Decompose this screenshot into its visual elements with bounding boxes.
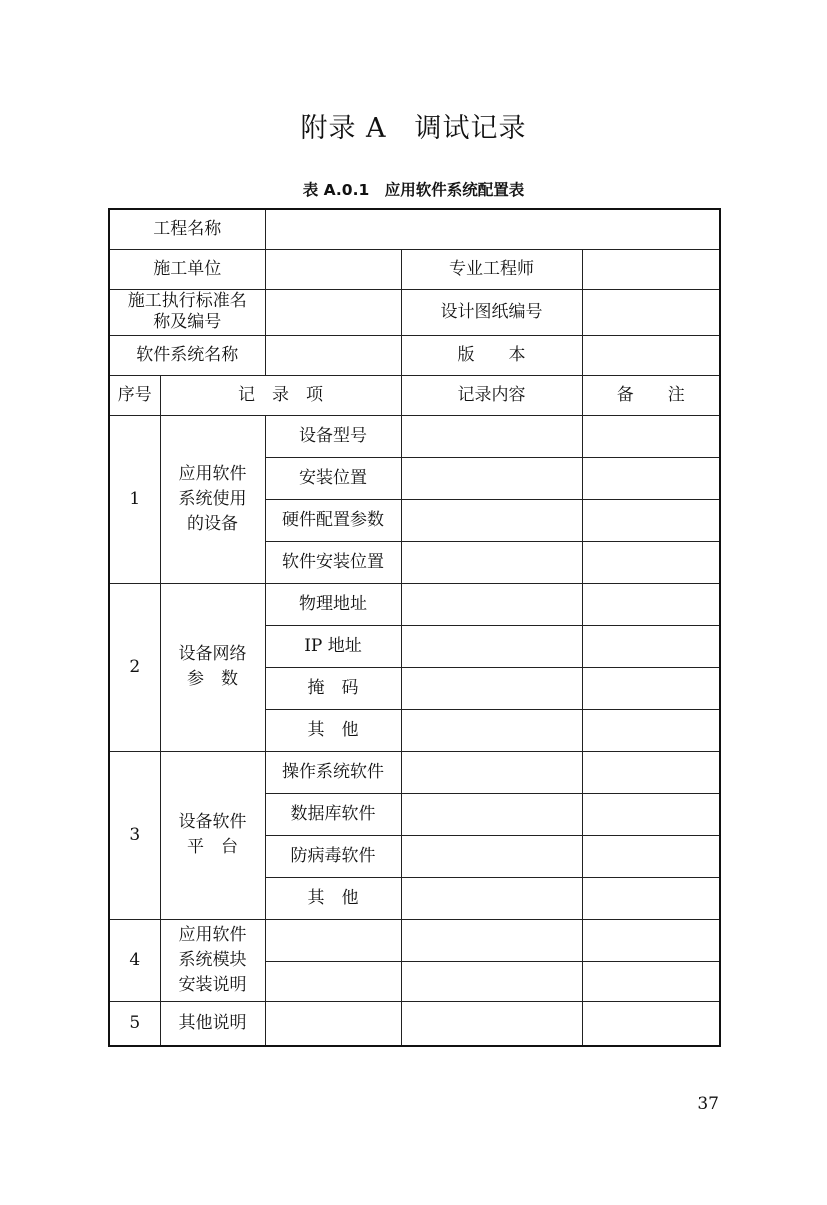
group-4-no: 4 (109, 919, 160, 1001)
construction-unit-value[interactable] (265, 249, 401, 289)
group-4-row (109, 919, 720, 961)
record-item (265, 961, 401, 1001)
record-content-cell[interactable] (401, 793, 582, 835)
drawing-no-label: 设计图纸编号 (401, 289, 582, 335)
project-name-value[interactable] (265, 209, 720, 249)
record-content-cell[interactable] (401, 877, 582, 919)
remarks-cell[interactable] (582, 541, 720, 583)
construction-unit-label: 施工单位 (109, 249, 265, 289)
remarks-cell[interactable] (582, 919, 720, 961)
record-content-cell[interactable] (401, 709, 582, 751)
group-3-no: 3 (109, 751, 160, 919)
record-content-cell[interactable] (401, 541, 582, 583)
item-header: 记 录 项 (160, 375, 401, 415)
specialist-engineer-label: 专业工程师 (401, 249, 582, 289)
group-5-row (109, 1001, 720, 1046)
content-header: 记录内容 (401, 375, 582, 415)
record-content-cell[interactable] (401, 919, 582, 961)
record-item: 其 他 (265, 709, 401, 751)
remarks-cell[interactable] (582, 583, 720, 625)
remarks-cell[interactable] (582, 1001, 720, 1046)
version-label: 版 本 (401, 335, 582, 375)
record-item: 其 他 (265, 877, 401, 919)
group-1-row (109, 415, 720, 457)
group-1-no: 1 (109, 415, 160, 583)
group-4-name: 应用软件系统模块安装说明 (160, 919, 265, 1001)
record-content-cell[interactable] (401, 583, 582, 625)
record-content-cell[interactable] (401, 835, 582, 877)
software-name-row (109, 335, 720, 375)
record-item: IP 地址 (265, 625, 401, 667)
group-5-name: 其他说明 (160, 1001, 265, 1046)
remarks-cell[interactable] (582, 835, 720, 877)
group-2-name: 设备网络参 数 (160, 583, 265, 751)
group-3-row (109, 751, 720, 793)
project-name-row (109, 209, 720, 249)
standard-row (109, 289, 720, 335)
group-2-row (109, 583, 720, 625)
record-content-cell[interactable] (401, 751, 582, 793)
software-name-value[interactable] (265, 335, 401, 375)
record-content-cell[interactable] (401, 1001, 582, 1046)
remarks-cell[interactable] (582, 751, 720, 793)
standard-label: 施工执行标准名称及编号 (109, 289, 265, 335)
record-item (265, 919, 401, 961)
record-content-cell[interactable] (401, 457, 582, 499)
record-content-cell[interactable] (401, 415, 582, 457)
record-content-cell[interactable] (401, 961, 582, 1001)
record-item: 安装位置 (265, 457, 401, 499)
record-content-cell[interactable] (401, 625, 582, 667)
remarks-cell[interactable] (582, 667, 720, 709)
standard-value[interactable] (265, 289, 401, 335)
remarks-cell[interactable] (582, 499, 720, 541)
remarks-cell[interactable] (582, 415, 720, 457)
remarks-header: 备 注 (582, 375, 720, 415)
group-2-no: 2 (109, 583, 160, 751)
record-content-cell[interactable] (401, 667, 582, 709)
remarks-cell[interactable] (582, 709, 720, 751)
construction-unit-row (109, 249, 720, 289)
record-item: 防病毒软件 (265, 835, 401, 877)
project-name-label: 工程名称 (109, 209, 265, 249)
seq-header: 序号 (109, 375, 160, 415)
record-content-cell[interactable] (401, 499, 582, 541)
record-item: 硬件配置参数 (265, 499, 401, 541)
software-name-label: 软件系统名称 (109, 335, 265, 375)
drawing-no-value[interactable] (582, 289, 720, 335)
group-1-name: 应用软件系统使用的设备 (160, 415, 265, 583)
page-number: 37 (697, 1094, 719, 1114)
record-item: 掩 码 (265, 667, 401, 709)
record-item: 设备型号 (265, 415, 401, 457)
column-header-row (109, 375, 720, 415)
appendix-title: 附录 A 调试记录 (300, 113, 527, 144)
remarks-cell[interactable] (582, 625, 720, 667)
group-3-name: 设备软件平 台 (160, 751, 265, 919)
record-item: 软件安装位置 (265, 541, 401, 583)
record-item: 数据库软件 (265, 793, 401, 835)
remarks-cell[interactable] (582, 457, 720, 499)
table-caption: 表 A.0.1 应用软件系统配置表 (302, 181, 525, 199)
specialist-engineer-value[interactable] (582, 249, 720, 289)
remarks-cell[interactable] (582, 961, 720, 1001)
version-value[interactable] (582, 335, 720, 375)
remarks-cell[interactable] (582, 877, 720, 919)
record-item (265, 1001, 401, 1046)
record-item: 物理地址 (265, 583, 401, 625)
group-5-no: 5 (109, 1001, 160, 1046)
remarks-cell[interactable] (582, 793, 720, 835)
record-item: 操作系统软件 (265, 751, 401, 793)
software-config-table (108, 208, 721, 1047)
